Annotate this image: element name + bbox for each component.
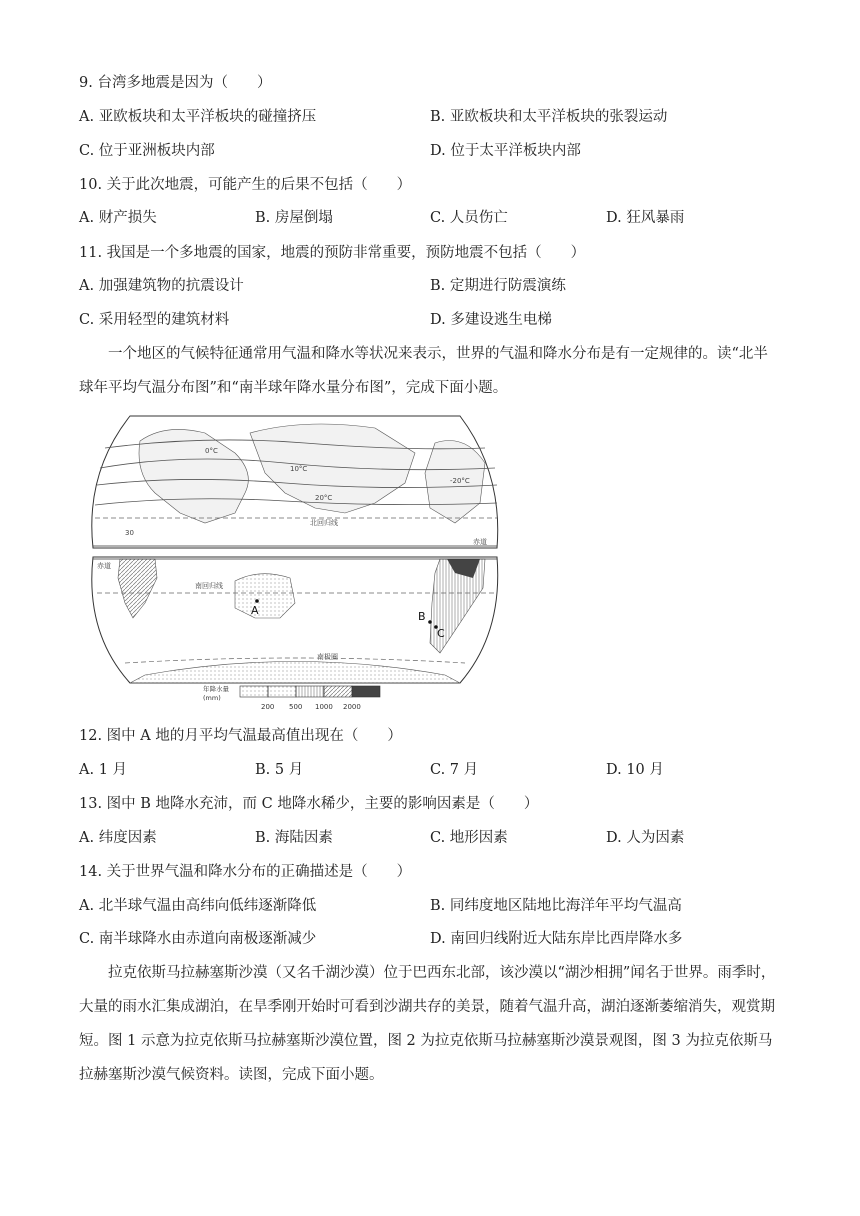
legend-title: 年降水量	[203, 685, 229, 693]
tropic-of-cancer-label: 北回归线	[310, 519, 338, 527]
precipitation-legend	[203, 684, 380, 711]
question-11-stem: 11. 我国是一个多地震的国家，地震的预防非常重要，预防地震不包括（ ）	[79, 245, 586, 261]
q14-option-b: B. 同纬度地区陆地比海洋年平均气温高	[430, 898, 682, 914]
point-a-label: A	[251, 604, 259, 617]
legend-tick-200: 200	[261, 703, 275, 711]
question-10-stem: 10. 关于此次地震，可能产生的后果不包括（ ）	[79, 177, 412, 193]
equator-north-label: 赤道	[473, 538, 487, 546]
southern-hemisphere-precipitation-map	[92, 557, 498, 683]
q9-option-a: A. 亚欧板块和太平洋板块的碰撞挤压	[79, 109, 317, 125]
isotherm-10-label: 10°C	[290, 465, 308, 473]
q11-option-b: B. 定期进行防震演练	[430, 278, 566, 294]
passage-desert-intro: 拉克依斯马拉赫塞斯沙漠（又名千湖沙漠）位于巴西东北部，该沙漠以“湖沙相拥”闻名于世界。雨季时，大量的雨水汇集成湖泊，在旱季刚开始时可看到沙湖共存的美景，随着气温升高，湖泊逐渐萎缩消失，观赏期短。图 1 示意为拉克依斯马拉赫塞斯沙漠位置，图 2 为拉克依斯马拉赫塞斯沙漠景观图，图 3 为拉克依斯马拉赫塞斯沙漠气候资料。读图，完成下面小题。	[79, 965, 776, 1083]
legend-tick-1000: 1000	[315, 703, 333, 711]
legend-unit: (mm)	[203, 694, 221, 702]
passage-climate-intro: 一个地区的气候特征通常用气温和降水等状况来表示，世界的气温和降水分布是有一定规律的。读“北半球年平均气温分布图”和“南半球年降水量分布图”，完成下面小题。	[79, 346, 768, 396]
q13-option-c: C. 地形因素	[430, 830, 508, 846]
antarctic-circle-label: 南极圈	[317, 653, 338, 661]
northern-hemisphere-temperature-map	[92, 416, 498, 548]
isotherm-0-label: 0°C	[205, 447, 218, 455]
q9-option-d: D. 位于太平洋板块内部	[430, 143, 581, 159]
isotherm-20-label: 20°C	[315, 494, 333, 502]
question-12-stem: 12. 图中 A 地的月平均气温最高值出现在（ ）	[79, 728, 402, 744]
point-c-label: C	[437, 627, 445, 640]
q13-option-d: D. 人为因素	[606, 830, 685, 846]
q12-option-b: B. 5 月	[255, 762, 304, 778]
isotherm-minus20-label: -20°C	[450, 477, 470, 485]
q13-option-b: B. 海陆因素	[255, 830, 333, 846]
q10-option-a: A. 财产损失	[79, 210, 157, 226]
q9-option-b: B. 亚欧板块和太平洋板块的张裂运动	[430, 109, 668, 125]
q12-option-c: C. 7 月	[430, 762, 479, 778]
q10-option-d: D. 狂风暴雨	[606, 210, 685, 226]
q9-option-c: C. 位于亚洲板块内部	[79, 143, 215, 159]
equator-south-label: 赤道	[97, 562, 111, 570]
question-9-stem: 9. 台湾多地震是因为（ ）	[79, 75, 272, 91]
q11-option-c: C. 采用轻型的建筑材料	[79, 312, 230, 328]
legend-tick-500: 500	[289, 703, 303, 711]
q12-option-a: A. 1 月	[79, 762, 128, 778]
q14-option-a: A. 北半球气温由高纬向低纬逐渐降低	[79, 898, 317, 914]
q10-option-b: B. 房屋倒塌	[255, 210, 333, 226]
isotherm-30-label: 30	[125, 529, 134, 537]
q11-option-a: A. 加强建筑物的抗震设计	[79, 278, 244, 294]
point-b-label: B	[418, 610, 426, 623]
tropic-of-capricorn-label: 南回归线	[195, 582, 223, 590]
q13-option-a: A. 纬度因素	[79, 830, 157, 846]
q11-option-d: D. 多建设逃生电梯	[430, 312, 552, 328]
q10-option-c: C. 人员伤亡	[430, 210, 508, 226]
q14-option-d: D. 南回归线附近大陆东岸比西岸降水多	[430, 931, 683, 947]
question-14-stem: 14. 关于世界气温和降水分布的正确描述是（ ）	[79, 864, 412, 880]
q12-option-d: D. 10 月	[606, 762, 664, 778]
question-13-stem: 13. 图中 B 地降水充沛，而 C 地降水稀少，主要的影响因素是（ ）	[79, 796, 539, 812]
world-climate-map	[85, 413, 505, 713]
q14-option-c: C. 南半球降水由赤道向南极逐渐减少	[79, 931, 317, 947]
legend-tick-2000: 2000	[343, 703, 361, 711]
